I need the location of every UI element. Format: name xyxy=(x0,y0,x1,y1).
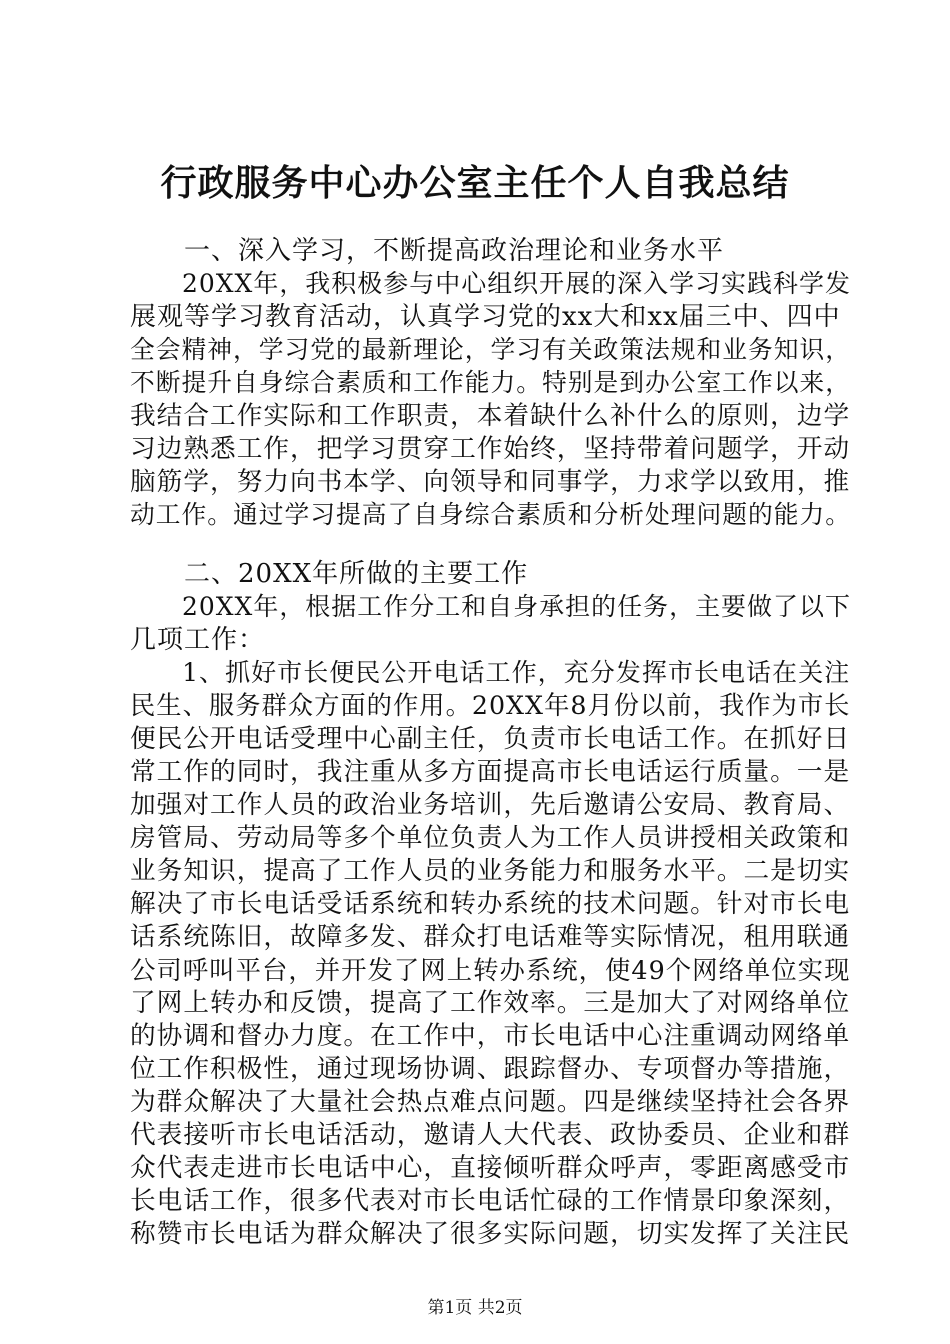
body-line: 的协调和督办力度。在工作中，市长电话中心注重调动网络单 xyxy=(130,1021,851,1051)
body-line: 称赞市长电话为群众解决了很多实际问题，切实发挥了关注民 xyxy=(130,1219,851,1249)
body-line: 话系统陈旧，故障多发、群众打电话难等实际情况，租用联通 xyxy=(130,922,851,952)
body-line: 我结合工作实际和工作职责，本着缺什么补什么的原则，边学 xyxy=(130,401,851,431)
body-line: 20XX年，我积极参与中心组织开展的深入学习实践科学发 xyxy=(130,269,851,298)
body-line: 众代表走进市长电话中心，直接倾听群众呼声，零距离感受市 xyxy=(130,1153,851,1183)
body-line: 常工作的同时，我注重从多方面提高市长电话运行质量。一是 xyxy=(130,757,851,787)
page-number-footer: 第1页 共2页 xyxy=(427,1298,523,1318)
body-line: 业务知识，提高了工作人员的业务能力和服务水平。二是切实 xyxy=(130,856,851,886)
body-line: 20XX年，根据工作分工和自身承担的任务，主要做了以下 xyxy=(130,592,851,621)
document-title: 行政服务中心办公室主任个人自我总结 xyxy=(160,162,790,204)
body-line: 习边熟悉工作，把学习贯穿工作始终，坚持带着问题学，开动 xyxy=(130,434,851,464)
heading-section-1: 一、深入学习，不断提高政治理论和业务水平 xyxy=(130,236,725,266)
body-line: 房管局、劳动局等多个单位负责人为工作人员讲授相关政策和 xyxy=(130,823,851,853)
body-line: 便民公开电话受理中心副主任，负责市长电话工作。在抓好日 xyxy=(130,724,851,754)
heading-section-2: 二、20XX年所做的主要工作 xyxy=(130,559,529,589)
body-line: 公司呼叫平台，并开发了网上转办系统，使49个网络单位实现 xyxy=(130,955,851,985)
body-line: 为群众解决了大量社会热点难点问题。四是继续坚持社会各界 xyxy=(130,1087,851,1117)
body-line: 位工作积极性，通过现场协调、跟踪督办、专项督办等措施， xyxy=(130,1054,851,1084)
body-line: 不断提升自身综合素质和工作能力。特别是到办公室工作以来， xyxy=(130,368,851,397)
body-line: 全会精神，学习党的最新理论，学习有关政策法规和业务知识， xyxy=(130,335,851,364)
body-line: 长电话工作，很多代表对市长电话忙碌的工作情景印象深刻， xyxy=(130,1186,851,1216)
body-line: 了网上转办和反馈，提高了工作效率。三是加大了对网络单位 xyxy=(130,988,851,1018)
body-line: 民生、服务群众方面的作用。20XX年8月份以前，我作为市长 xyxy=(130,691,851,720)
body-line: 动工作。通过学习提高了自身综合素质和分析处理问题的能力。 xyxy=(130,500,851,529)
body-line: 脑筋学，努力向书本学、向领导和同事学，力求学以致用，推 xyxy=(130,467,851,497)
body-line: 代表接听市长电话活动，邀请人大代表、政协委员、企业和群 xyxy=(130,1120,851,1150)
body-line: 解决了市长电话受话系统和转办系统的技术问题。针对市长电 xyxy=(130,889,851,919)
body-line: 几项工作： xyxy=(130,625,266,655)
body-line: 1、抓好市长便民公开电话工作，充分发挥市长电话在关注 xyxy=(130,658,851,687)
body-line: 加强对工作人员的政治业务培训，先后邀请公安局、教育局、 xyxy=(130,790,851,820)
body-line: 展观等学习教育活动，认真学习党的xx大和xx届三中、四中 xyxy=(130,302,841,332)
